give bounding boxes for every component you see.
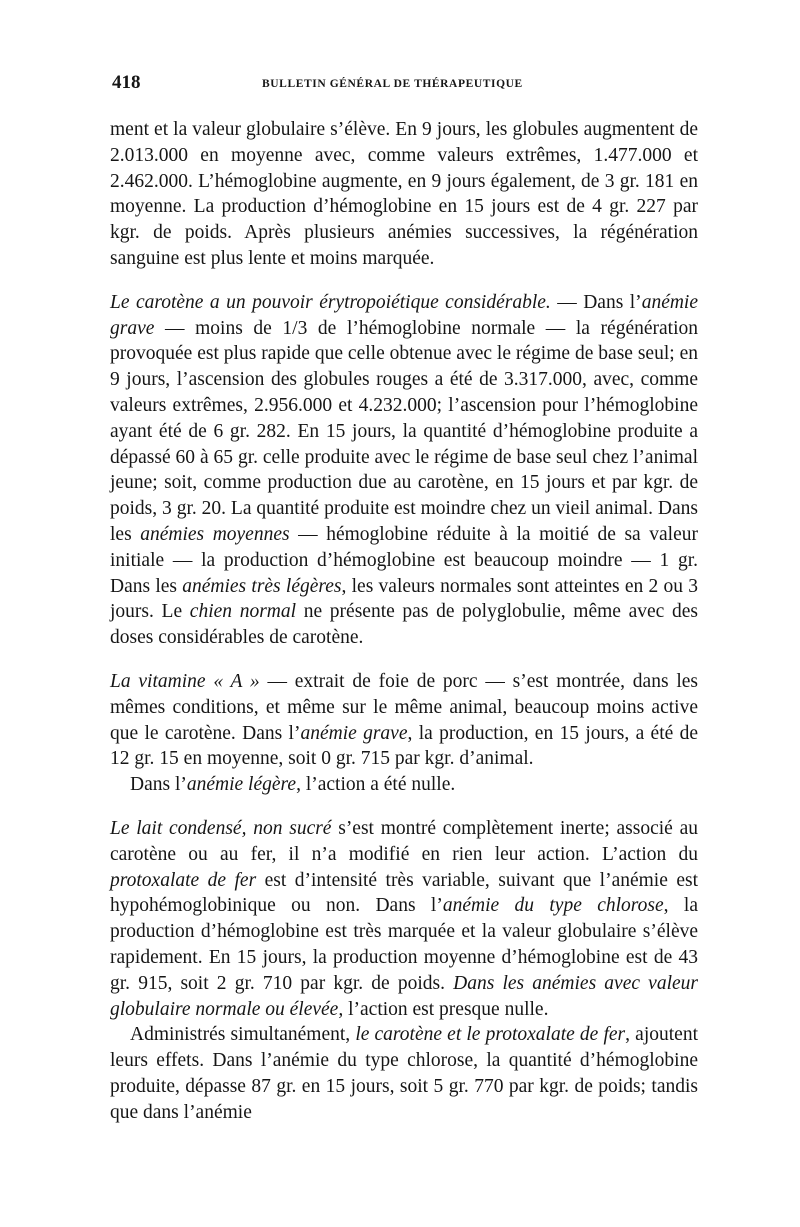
italic-text-run: anémies moyennes (140, 523, 290, 545)
italic-text-run: chien normal (189, 601, 297, 623)
paragraph (110, 290, 698, 651)
body-text (110, 117, 698, 1125)
italic-text-run: Le carotène a un pouvoir érytropoiétique considérable. (110, 291, 551, 313)
running-title: BULLETIN GÉNÉRAL DE THÉRAPEUTIQUE (262, 78, 523, 90)
text-run: , la production, en 15 jours, a été de 12 gr. 15 en moyenne, soit 0 gr. 715 par kgr. d’animal. (110, 722, 699, 770)
italic-text-run: La vitamine « A » (110, 670, 260, 692)
text-run: , les valeurs normales sont atteintes en 2 ou 3 jours. Le (110, 575, 698, 623)
italic-text-run: protoxalate de fer (110, 869, 257, 891)
paragraph (110, 1022, 698, 1125)
text-run: ment et la valeur globulaire s’élève. En 9 jours, les globules augmentent de 2.013.000 en moyenne avec, comme valeurs extrêmes, 1.477.000 et 2.462.000. L’hémoglobine augmente, en 9 jours également, de 3 gr. 181 en moyenne. La production d’hémoglobine en 15 jours est de 4 gr. 227 par kgr. de poids. Après plusieurs anémies successives, la régénération sanguine est plus lente et moins marquée. (110, 119, 698, 269)
paragraph (110, 117, 698, 272)
italic-text-run: anémie du type chlorose (442, 895, 664, 917)
italic-text-run: Le lait condensé, non sucré (110, 817, 332, 839)
text-run: , la production d’hémoglobine est très marquée et la valeur globulaire s’élève rapidement. En 15 jours, la production moyenne d’hémoglobine est de 43 gr. 915, soit 2 gr. 710 par kgr. de poids. (110, 895, 698, 994)
italic-text-run: anémies très légères (182, 575, 342, 597)
text-run: s’est montré complètement inerte; associé au carotène ou au fer, il n’a modifié en rien leur action. L’action du (110, 817, 698, 865)
text-run: — extrait de foie de porc — s’est montrée, dans les mêmes conditions, et même sur le même animal, beaucoup moins active que le carotène. Dans l’ (110, 670, 699, 744)
text-run: est d’intensité très variable, suivant que l’anémie est hypohémoglobinique ou non. Dans l’ (110, 869, 699, 917)
text-run: , ajoutent leurs effets. Dans l’anémie du type chlorose, la quantité d’hémoglobine produite, dépasse 87 gr. en 15 jours, soit 5 gr. 770 par kgr. de poids; tandis que dans l’anémie (110, 1024, 698, 1123)
italic-text-run: anémie grave (110, 291, 698, 339)
paragraph (110, 772, 698, 798)
paragraph (110, 816, 698, 1022)
text-run: — Dans l’ (550, 291, 642, 313)
text-run: ne présente pas de polyglobulie, même avec des doses considérables de carotène. (110, 601, 698, 649)
text-run: — hémoglobine réduite à la moitié de sa valeur initiale — la production d’hémoglobine est beaucoup moindre — 1 gr. Dans les (110, 523, 698, 597)
italic-text-run: anémie grave (300, 722, 408, 744)
italic-text-run: Dans les anémies avec valeur globulaire normale ou élevée, (110, 972, 698, 1020)
text-run: — moins de 1/3 de l’hémoglobine normale — la régénération provoquée est plus rapide que celle obtenue avec le régime de base seul; en 9 jours, l’ascension des globules rouges a été de 3.317.000, avec, comme valeurs extrêmes, 2.956.000 et 4.232.000; l’ascension pour l’hémoglobine ayant été de 6 gr. 282. En 15 jours, la quantité d’hémoglobine produite a dépassé 60 à 65 gr. celle produite avec le régime de base seul chez l’animal jeune; soit, comme production due au carotène, en 15 jours et par kgr. de poids, 3 gr. 20. La quantité produite est moindre chez un vieil animal. Dans les (110, 317, 698, 545)
italic-text-run: le carotène et le protoxalate de fer (355, 1024, 626, 1046)
page-header (112, 72, 697, 96)
page-number: 418 (112, 72, 141, 93)
text-run: l’action est presque nulle. (343, 998, 549, 1020)
text-run: , l’action a été nulle. (296, 774, 456, 796)
text-run: Dans l’ (130, 774, 187, 796)
text-run: Administrés simultanément, (130, 1024, 356, 1046)
paragraph (110, 669, 698, 772)
italic-text-run: anémie légère (186, 774, 297, 796)
